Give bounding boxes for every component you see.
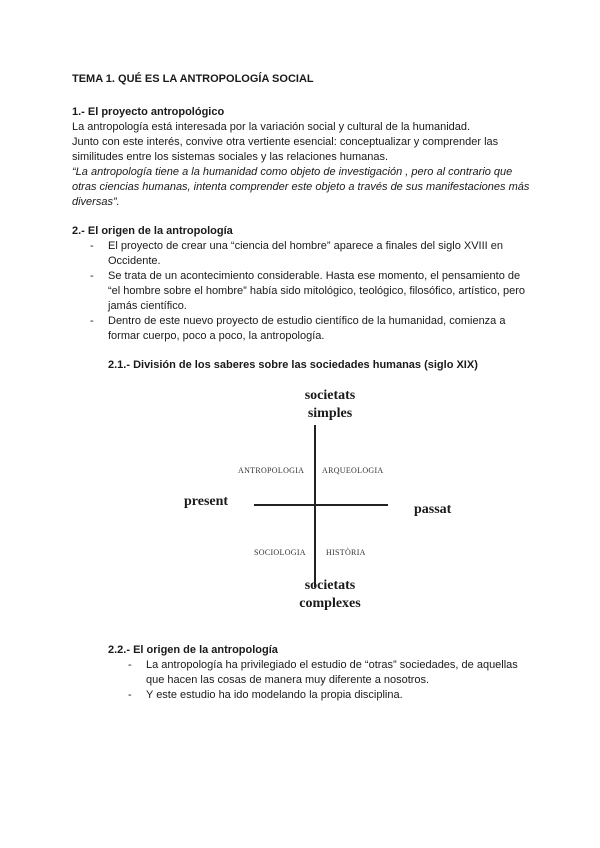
list-item-text: Y este estudio ha ido modelando la propia disciplina. [146, 689, 403, 701]
quadrant-antropologia: ANTROPOLOGIA [238, 466, 305, 475]
section-22-origen [72, 643, 532, 703]
dash-bullet: - [128, 689, 132, 701]
diagram-left-label: present [184, 494, 229, 509]
section21-heading: 2.1.- División de los saberes sobre las sociedades humanas (siglo XIX) [108, 359, 478, 371]
list-item [128, 658, 532, 688]
quadrant-sociologia: SOCIOLOGIA [254, 548, 306, 557]
diagram-top-label-line2: simples [307, 406, 353, 421]
list-item [90, 314, 532, 344]
list-item-text: El proyecto de crear una “ciencia del hombre” aparece a finales del siglo XVIII en Occidente. [108, 240, 503, 267]
dash-bullet: - [128, 659, 132, 671]
document-page [72, 72, 532, 703]
diagram-vertical-axis [314, 425, 316, 587]
dash-bullet: - [90, 240, 94, 252]
dash-bullet: - [90, 270, 94, 282]
saberes-quadrant-diagram [72, 381, 532, 631]
list-item [90, 239, 532, 269]
list-item-text: Dentro de este nuevo proyecto de estudio científico de la humanidad, comienza a formar cuerpo, poco a poco, la antropología. [108, 315, 506, 342]
document-title: TEMA 1. QUÉ ES LA ANTROPOLOGÍA SOCIAL [72, 73, 314, 85]
list-item [90, 269, 532, 314]
diagram-top-label-line1: societats [304, 388, 356, 403]
list-item-text: Se trata de un acontecimiento considerable. Hasta ese momento, el pensamiento de “el hombre sobre el hombre” había sido mitológico, teológico, filosófico, artístico, pero jamás científico. [108, 270, 525, 312]
section1-paragraph-1: La antropología está interesada por la variación social y cultural de la humanidad. [72, 121, 471, 133]
list-item-text: La antropología ha privilegiado el estudio de “otras” sociedades, de aquellas que hacen las cosas de manera muy diferente a nosotros. [146, 659, 518, 686]
diagram-horizontal-axis [254, 504, 388, 506]
section22-list [108, 658, 532, 703]
section2-heading: 2.- El origen de la antropología [72, 225, 233, 237]
diagram-right-label: passat [414, 502, 452, 517]
quadrant-historia: HISTÒRIA [326, 548, 366, 557]
section22-heading: 2.2.- El origen de la antropología [108, 644, 278, 656]
dash-bullet: - [90, 315, 94, 327]
section-proyecto-antropologico [72, 105, 532, 210]
section-origen-antropologia [72, 224, 532, 344]
section1-heading: 1.- El proyecto antropológico [72, 106, 225, 118]
section1-paragraph-2: Junto con este interés, convive otra vertiente esencial: conceptualizar y comprender las similitudes entre los sistemas sociales y las relaciones humanas. [72, 136, 499, 163]
diagram-bottom-label-line1: societats [304, 578, 356, 593]
list-item [128, 688, 532, 703]
section1-quote: “La antropología tiene a la humanidad como objeto de investigación , pero al contrario que otras ciencias humanas, intenta comprender este objeto a través de sus manifestaciones más diversas”. [72, 166, 530, 208]
section2-list [72, 239, 532, 344]
quadrant-arqueologia: ARQUEOLOGIA [322, 466, 384, 475]
diagram-bottom-label-line2: complexes [299, 596, 361, 611]
